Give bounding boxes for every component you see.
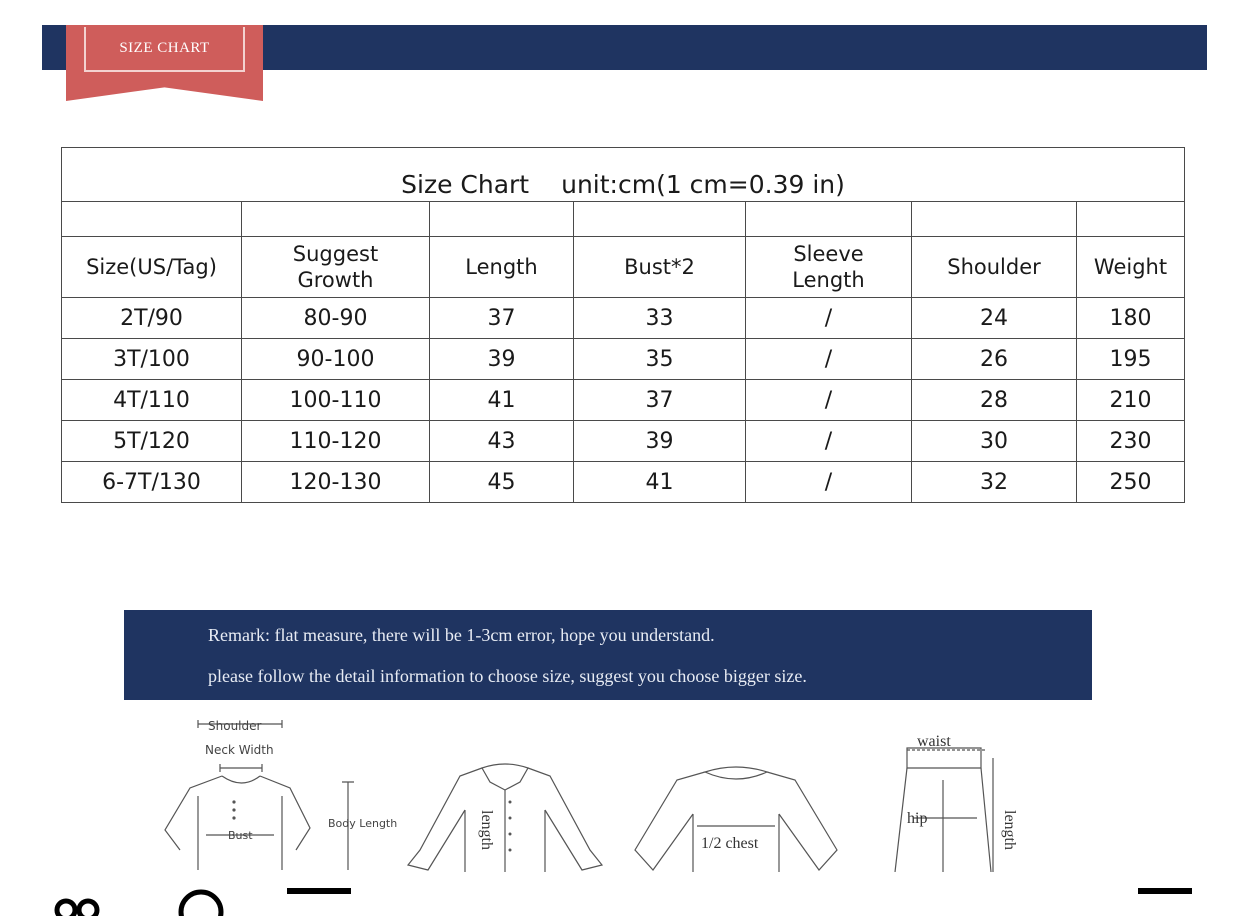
waist-label: waist xyxy=(917,733,951,750)
table-title: Size Chart xyxy=(401,170,530,199)
table-body xyxy=(62,298,1185,503)
table-cell-size: 6-7T/130 xyxy=(62,462,242,503)
pants-length-label: length xyxy=(1001,810,1018,850)
table-title-row xyxy=(62,148,1185,202)
column-header-shoulder: Shoulder xyxy=(912,237,1077,298)
table-row xyxy=(62,421,1185,462)
table-cell-sleeve-length: / xyxy=(746,298,912,339)
table-cell-shoulder: 30 xyxy=(912,421,1077,462)
table-cell-length: 43 xyxy=(430,421,574,462)
menu-icon[interactable] xyxy=(285,886,355,916)
table-cell-length: 45 xyxy=(430,462,574,503)
table-cell-weight: 210 xyxy=(1077,380,1185,421)
table-cell-size: 5T/120 xyxy=(62,421,242,462)
table-cell-suggest-growth: 110-120 xyxy=(242,421,430,462)
table-header-row xyxy=(62,237,1185,298)
remark-line-1: Remark: flat measure, there will be 1-3cm error, hope you understand. xyxy=(208,625,715,645)
table-cell-suggest-growth: 90-100 xyxy=(242,339,430,380)
size-chart-badge xyxy=(84,27,245,72)
table-cell-sleeve-length: / xyxy=(746,462,912,503)
table-cell-suggest-growth: 100-110 xyxy=(242,380,430,421)
table-row xyxy=(62,380,1185,421)
table-title-cell xyxy=(62,148,1185,202)
shoulder-label: Shoulder xyxy=(208,719,262,733)
table-cell-bust: 37 xyxy=(574,380,746,421)
table-cell-suggest-growth: 120-130 xyxy=(242,462,430,503)
table-cell-weight: 180 xyxy=(1077,298,1185,339)
remark-box xyxy=(124,610,1092,700)
column-header-size: Size(US/Tag) xyxy=(62,237,242,298)
column-header-sleeve-length: Sleeve Length xyxy=(746,237,912,298)
table-cell-shoulder: 24 xyxy=(912,298,1077,339)
table-cell-size: 3T/100 xyxy=(62,339,242,380)
remark-line-2: please follow the detail information to choose size, suggest you choose bigger size. xyxy=(208,666,807,686)
table-cell-bust: 35 xyxy=(574,339,746,380)
shirt-length-diagram xyxy=(400,710,610,872)
table-cell-weight: 230 xyxy=(1077,421,1185,462)
shirt-length-label: length xyxy=(478,810,495,850)
pants-diagram xyxy=(885,710,1035,872)
more-icon[interactable] xyxy=(1136,886,1196,916)
table-cell-weight: 195 xyxy=(1077,339,1185,380)
bottom-toolbar xyxy=(0,872,1242,916)
column-header-weight: Weight xyxy=(1077,237,1185,298)
table-cell-sleeve-length: / xyxy=(746,421,912,462)
table-cell-sleeve-length: / xyxy=(746,380,912,421)
column-header-length: Length xyxy=(430,237,574,298)
column-header-bust: Bust*2 xyxy=(574,237,746,298)
table-cell-shoulder: 26 xyxy=(912,339,1077,380)
table-cell-weight: 250 xyxy=(1077,462,1185,503)
table-cell-bust: 39 xyxy=(574,421,746,462)
table-unit: unit:cm(1 cm=0.39 in) xyxy=(561,170,845,199)
table-row xyxy=(62,462,1185,503)
column-header-suggest-growth: Suggest Growth xyxy=(242,237,430,298)
table-cell-bust: 33 xyxy=(574,298,746,339)
table-cell-size: 2T/90 xyxy=(62,298,242,339)
table-row xyxy=(62,339,1185,380)
size-table xyxy=(61,147,1185,503)
table-cell-bust: 41 xyxy=(574,462,746,503)
group-icon[interactable] xyxy=(48,886,108,916)
search-icon[interactable] xyxy=(176,886,226,916)
half-chest-label: 1/2 chest xyxy=(701,835,759,852)
table-cell-length: 39 xyxy=(430,339,574,380)
table-cell-sleeve-length: / xyxy=(746,339,912,380)
hip-label: hip xyxy=(907,810,928,827)
table-cell-size: 4T/110 xyxy=(62,380,242,421)
neck-width-label: Neck Width xyxy=(205,743,274,757)
table-cell-shoulder: 32 xyxy=(912,462,1077,503)
table-row xyxy=(62,298,1185,339)
size-chart-badge-label: SIZE CHART xyxy=(119,40,210,56)
top-measure-diagram xyxy=(150,710,398,872)
body-length-label: Body Length xyxy=(328,817,398,830)
table-spacer-row xyxy=(62,202,1185,237)
table-cell-length: 41 xyxy=(430,380,574,421)
table-cell-shoulder: 28 xyxy=(912,380,1077,421)
table-cell-suggest-growth: 80-90 xyxy=(242,298,430,339)
bust-label: Bust xyxy=(228,829,253,842)
table-cell-length: 37 xyxy=(430,298,574,339)
sweater-chest-diagram xyxy=(625,710,855,872)
